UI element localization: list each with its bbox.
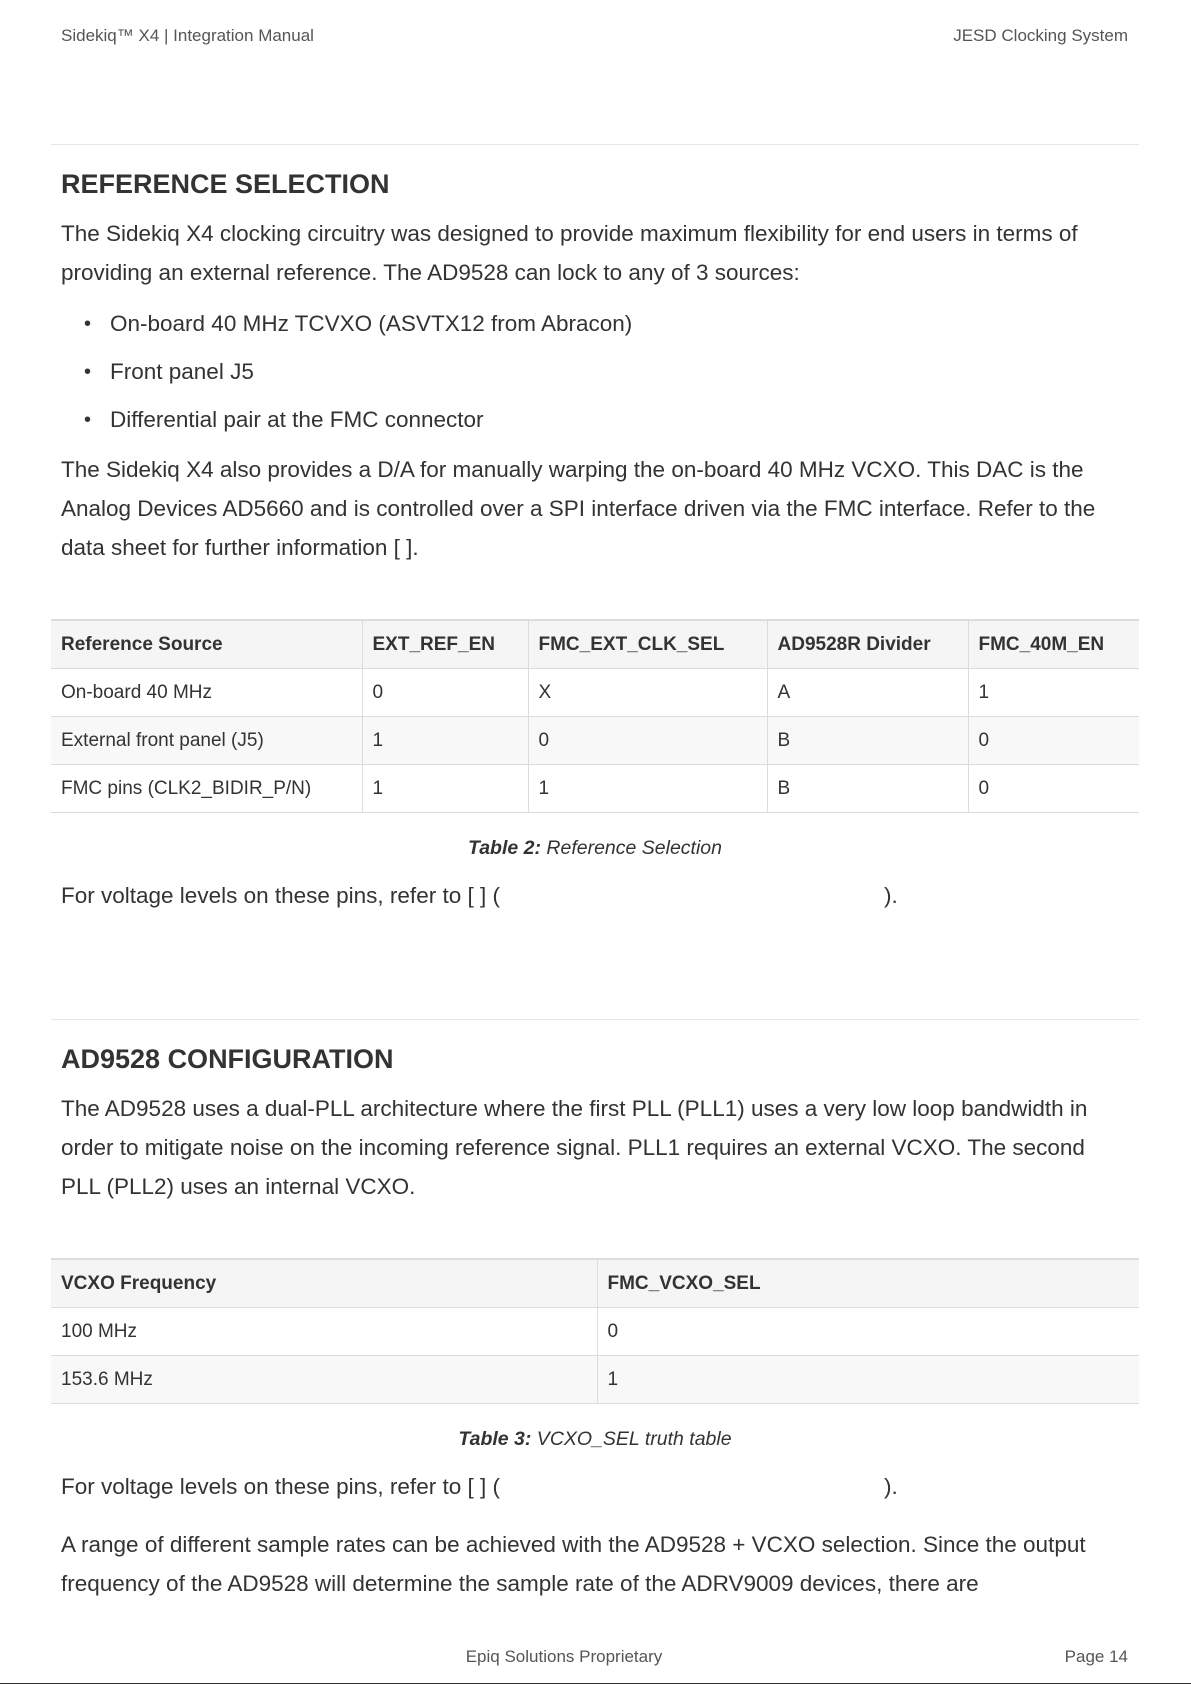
table-cell: 153.6 MHz bbox=[51, 1356, 597, 1404]
page-number: Page 14 bbox=[1064, 1647, 1128, 1666]
caption-text: VCXO_SEL truth table bbox=[531, 1428, 732, 1450]
column-header: Reference Source bbox=[51, 620, 362, 669]
column-header: FMC_VCXO_SEL bbox=[597, 1259, 1139, 1308]
header-chapter-title: JESD Clocking System bbox=[953, 26, 1128, 45]
voltage-note-close: ). bbox=[883, 1474, 898, 1499]
section-title: REFERENCE SELECTION bbox=[61, 169, 390, 199]
source-list bbox=[51, 309, 1139, 435]
vcxo-sel-table bbox=[51, 1258, 1139, 1404]
table-header-row bbox=[51, 620, 1139, 669]
header-doc-title: Sidekiq™ X4 | Integration Manual bbox=[61, 26, 314, 45]
section-reference-selection bbox=[51, 144, 1139, 915]
table-cell: 0 bbox=[968, 765, 1139, 813]
footer-proprietary: Epiq Solutions Proprietary bbox=[465, 1647, 663, 1666]
voltage-note-close: ). bbox=[883, 883, 898, 908]
voltage-note-text: For voltage levels on these pins, refer to [ ] ( bbox=[61, 1474, 500, 1499]
table-header-row bbox=[51, 1259, 1139, 1308]
table-cell: External front panel (J5) bbox=[51, 717, 362, 765]
table-cell: B bbox=[767, 717, 968, 765]
table-cell: 1 bbox=[968, 669, 1139, 717]
column-header: AD9528R Divider bbox=[767, 620, 968, 669]
running-header bbox=[61, 26, 1128, 46]
section-ad9528-configuration bbox=[51, 1019, 1139, 1603]
table-cell: A bbox=[767, 669, 968, 717]
table-cell: B bbox=[767, 765, 968, 813]
table-caption bbox=[51, 837, 1139, 860]
table-row bbox=[51, 765, 1139, 813]
voltage-note-text: For voltage levels on these pins, refer to [ ] ( bbox=[61, 883, 500, 908]
table-cell: 1 bbox=[362, 717, 528, 765]
voltage-note bbox=[51, 1467, 1139, 1506]
voltage-note bbox=[51, 876, 1139, 915]
table-cell: 1 bbox=[528, 765, 767, 813]
paragraph: The Sidekiq X4 also provides a D/A for manually warping the on-board 40 MHz VCXO. This DAC is the Analog Devices AD5660 and is controlled over a SPI interface driven via the FMC interface. Refer to the data sheet for further information [ ]. bbox=[61, 457, 1096, 560]
column-header: VCXO Frequency bbox=[51, 1259, 597, 1308]
table-cell: 0 bbox=[597, 1308, 1139, 1356]
paragraph: The AD9528 uses a dual-PLL architecture where the first PLL (PLL1) uses a very low loop bandwidth in order to mitigate noise on the incoming reference signal. PLL1 requires an external VCXO. The second PLL (PLL2) uses an internal VCXO. bbox=[61, 1096, 1088, 1199]
table-cell: 0 bbox=[528, 717, 767, 765]
caption-label: Table 3: bbox=[458, 1428, 532, 1450]
table-row bbox=[51, 1308, 1139, 1356]
table-cell: 1 bbox=[362, 765, 528, 813]
reference-selection-table bbox=[51, 619, 1139, 813]
column-header: FMC_40M_EN bbox=[968, 620, 1139, 669]
list-item: • Differential pair at the FMC connector bbox=[110, 405, 1139, 435]
table-row bbox=[51, 1356, 1139, 1404]
table-cell: 0 bbox=[968, 717, 1139, 765]
table-row bbox=[51, 669, 1139, 717]
table-cell: 1 bbox=[597, 1356, 1139, 1404]
page-edge-divider bbox=[0, 1683, 1191, 1684]
paragraph: A range of different sample rates can be achieved with the AD9528 + VCXO selection. Since the output frequency of the AD9528 will determine the sample rate of the ADRV9009 devices, there are bbox=[61, 1532, 1086, 1596]
paragraph: The Sidekiq X4 clocking circuitry was designed to provide maximum flexibility for end users in terms of providing an external reference. The AD9528 can lock to any of 3 sources: bbox=[61, 221, 1078, 285]
section-title: AD9528 CONFIGURATION bbox=[61, 1044, 394, 1074]
table-cell: 0 bbox=[362, 669, 528, 717]
table-cell: X bbox=[528, 669, 767, 717]
table-cell: 100 MHz bbox=[51, 1308, 597, 1356]
list-item: • Front panel J5 bbox=[110, 357, 1139, 387]
table-cell: FMC pins (CLK2_BIDIR_P/N) bbox=[51, 765, 362, 813]
table-caption bbox=[51, 1428, 1139, 1451]
table-cell: On-board 40 MHz bbox=[51, 669, 362, 717]
caption-label: Table 2: bbox=[468, 837, 541, 859]
column-header: FMC_EXT_CLK_SEL bbox=[528, 620, 767, 669]
list-item: • On-board 40 MHz TCVXO (ASVTX12 from Abracon) bbox=[110, 309, 1139, 339]
table-row bbox=[51, 717, 1139, 765]
column-header: EXT_REF_EN bbox=[362, 620, 528, 669]
caption-text: Reference Selection bbox=[540, 837, 722, 859]
